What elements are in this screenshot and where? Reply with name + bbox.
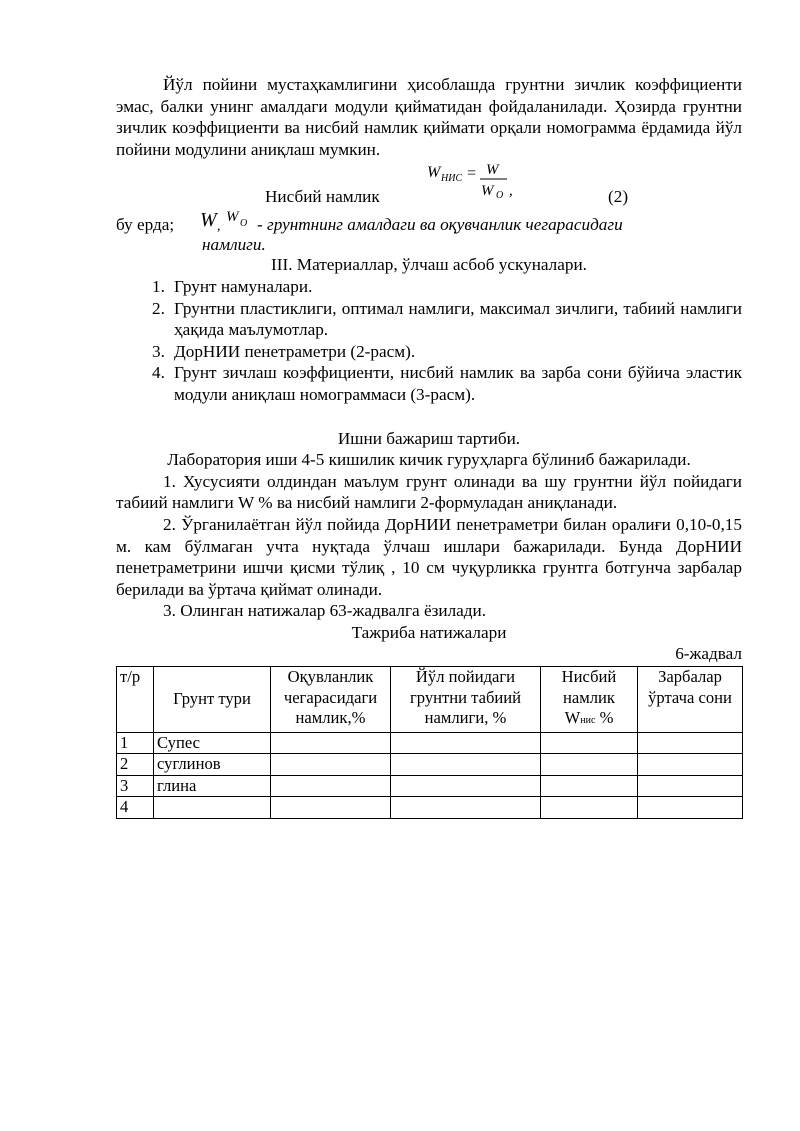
table-row bbox=[117, 797, 743, 819]
formula-lhs-sub: НИС bbox=[441, 173, 463, 185]
results-table bbox=[116, 666, 743, 819]
list-item: 1. Грунт намуналари. bbox=[152, 276, 313, 296]
formula-numerator: W bbox=[486, 162, 499, 179]
where-symbol-w: W bbox=[200, 209, 217, 232]
procedure-lead: Лаборатория иши 4-5 кишилик кичик гуруҳларга бўлиниб бажарилади. bbox=[167, 450, 691, 470]
procedure-heading: Ишни бажариш тартиби. bbox=[337, 428, 521, 448]
row-num: 1 bbox=[117, 732, 154, 754]
row-num: 3 bbox=[117, 775, 154, 797]
header-relative-moisture: Нисбий намлик Wнис % bbox=[541, 667, 638, 733]
row-soil bbox=[154, 797, 271, 819]
list-item: 4. Грунт зичлаш коэффициенти, нисбий намлик ва зарба сони бўйича эластик модули аниқлаш номограммаси (3-расм). bbox=[152, 363, 742, 404]
where-symbols bbox=[196, 204, 256, 238]
where-label: бу ерда; bbox=[116, 215, 175, 235]
svg-text:=: = bbox=[467, 165, 477, 183]
header-num: т/р bbox=[117, 667, 154, 733]
table-header-row bbox=[117, 667, 743, 733]
formula-row bbox=[116, 162, 742, 210]
row-soil: глина bbox=[154, 775, 271, 797]
formula-label: Нисбий намлик bbox=[265, 187, 380, 207]
section-heading-materials: III. Материаллар, ўлчаш асбоб ускуналари. bbox=[271, 255, 587, 275]
formula-lhs: W bbox=[427, 164, 441, 182]
where-description: - грунтнинг амалдаги ва оқувчанлик чегарасидаги bbox=[257, 215, 623, 235]
intro-paragraph: Йўл пойини мустаҳкамлигини ҳисоблашда грунтни зичлик коэффициенти эмас, балки унинг амалдаги модули қийматидан фойдаланилади. Ҳозирда грунтни зичлик коэффициенти ва нисбий намлик қиймати орқали номограмма ёрдамида йўл пойини модулини аниқлаш мумкин. bbox=[116, 75, 742, 159]
row-num: 4 bbox=[117, 797, 154, 819]
formula-denominator-sub: О bbox=[496, 190, 504, 202]
materials-list bbox=[116, 276, 742, 406]
where-symbol-w0-sub: О bbox=[240, 218, 248, 230]
formula-denominator: W bbox=[481, 183, 494, 200]
header-natural-moisture: Йўл пойидаги грунтни табиий намлиги, % bbox=[391, 667, 541, 733]
relative-moisture-formula bbox=[427, 162, 517, 202]
table-row bbox=[117, 732, 743, 754]
row-num: 2 bbox=[117, 754, 154, 776]
svg-text:,: , bbox=[217, 219, 221, 235]
list-item: 2. Грунтни пластиклиги, оптимал намлиги, максимал зичлиги, табиий намлиги ҳақида маълумотлар. bbox=[152, 298, 742, 340]
procedure-step: 2. Ўрганилаётган йўл пойида ДорНИИ пенетраметри билан оралиғи 0,10-0,15 м. кам бўлмаган учта нуқтада ўлчаш ишлари бажарилади. Бунда ДорНИИ пенетраметрини ишчи қисми тўлиқ , 10 см чуқурликка грунтга ботгунча зарбалар берилади ва ўртача қиймат олинади. bbox=[116, 514, 742, 599]
formula-comma: , bbox=[509, 183, 513, 200]
formula-number: (2) bbox=[608, 187, 629, 207]
where-description-cont: намлиги. bbox=[202, 235, 266, 255]
table-title: Тажриба натижалари bbox=[351, 622, 507, 642]
document-page bbox=[116, 74, 742, 819]
row-soil: суглинов bbox=[154, 754, 271, 776]
row-soil: Супес bbox=[154, 732, 271, 754]
table-row bbox=[117, 775, 743, 797]
header-soil-type: Грунт тури bbox=[154, 667, 271, 733]
where-block bbox=[116, 210, 742, 254]
procedure-step: 1. Хусусияти олдиндан маълум грунт олинади ва шу грунтни йўл пойидаги табиий намлиги W % ва нисбий намлиги 2-формуладан аниқланади. bbox=[116, 471, 742, 513]
procedure-step: 3. Олинган натижалар 63-жадвалга ёзилади. bbox=[163, 601, 487, 621]
list-item: 3. ДорНИИ пенетраметри (2-расм). bbox=[152, 341, 416, 361]
where-symbol-w0: W bbox=[226, 209, 239, 226]
table-row bbox=[117, 754, 743, 776]
header-blows: Зарбалар ўртача сони bbox=[638, 667, 743, 733]
header-liquid-limit: Оқувланлик чегарасидаги намлик,% bbox=[271, 667, 391, 733]
table-label: 6-жадвал bbox=[675, 644, 742, 664]
